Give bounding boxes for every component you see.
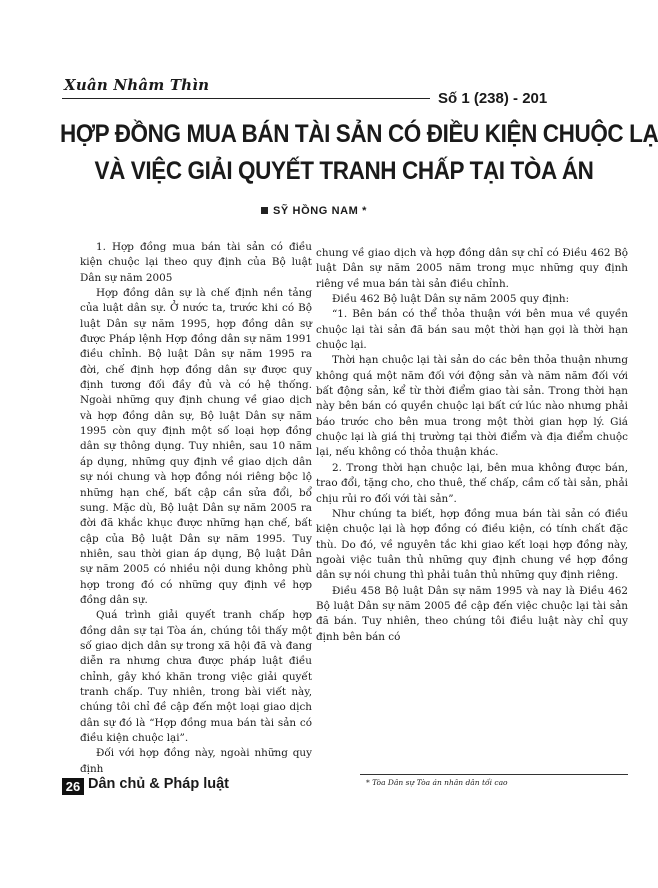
left-column bbox=[80, 240, 312, 775]
article-title bbox=[60, 115, 658, 189]
right-column bbox=[316, 246, 628, 771]
paragraph: Điều 462 Bộ luật Dân sự năm 2005 quy định: bbox=[332, 293, 570, 306]
paragraph: Điều 458 Bộ luật Dân sự năm 1995 và nay là Điều 462 Bộ luật Dân sự năm 2005 đề cập đến việc chuộc lại tài sản đã bán. Tuy nhiên, theo chúng tôi điều luật này chỉ quy định bên bán có bbox=[316, 584, 628, 643]
bullet-square-icon bbox=[261, 207, 268, 214]
paragraph: 1. Hợp đồng mua bán tài sản có điều kiện chuộc lại theo quy định của Bộ luật Dân sự năm 2005 bbox=[80, 241, 312, 284]
paragraph: 2. Trong thời hạn chuộc lại, bên mua không được bán, trao đổi, tặng cho, cho thuê, thế chấp, cầm cố tài sản, phải chịu rủi ro đối với tài sản”. bbox=[316, 461, 628, 505]
issue-season: Xuân Nhâm Thìn bbox=[64, 76, 210, 94]
paragraph: Đối với hợp đồng này, ngoài những quy định bbox=[80, 747, 312, 775]
paragraph: chung về giao dịch và hợp đồng dân sự chỉ có Điều 462 Bộ luật Dân sự năm 2005 năm trong mục những quy định riêng về mua bán tài sản điều chỉnh. bbox=[316, 247, 628, 290]
author-name: SỸ HỒNG NAM * bbox=[273, 205, 367, 217]
footnote: * Tòa Dân sự Tòa án nhân dân tối cao bbox=[366, 778, 508, 787]
paragraph: Thời hạn chuộc lại tài sản do các bên thỏa thuận nhưng không quá một năm đối với động sản và năm năm đối với bất động sản, kể từ thời điểm giao tài sản. Trong thời hạn này bên bán có quyền chuộc lại bất cứ lúc nào nhưng phải báo trước cho bên mua trong một thời gian hợp lý. Giá chuộc lại là giá thị trường tại thời điểm và địa điểm chuộc lại, nếu không có thỏa thuận khác. bbox=[316, 354, 628, 459]
paragraph: Quá trình giải quyết tranh chấp hợp đồng dân sự tại Tòa án, chúng tôi thấy một số giao dịch dân sự trong xã hội đã và đang diễn ra nhưng chưa được pháp luật điều chỉnh, gây khó khăn trong việc giải quyết tranh chấp. Tuy nhiên, trong bài viết này, chúng tôi chỉ đề cập đến một loại giao dịch dân sự đó là “Hợp đồng mua bán tài sản có điều kiện chuộc lại”. bbox=[80, 609, 312, 744]
page-number: 26 bbox=[62, 778, 84, 795]
magazine-name: Dân chủ & Pháp luật bbox=[88, 776, 229, 792]
footnote-rule bbox=[360, 774, 628, 775]
title-line-2: VÀ VIỆC GIẢI QUYẾT TRANH CHẤP TẠI TÒA ÁN bbox=[94, 156, 594, 185]
title-line-1: HỢP ĐỒNG MUA BÁN TÀI SẢN CÓ ĐIỀU KIỆN CHUỘC LẠ bbox=[60, 119, 658, 148]
paragraph: Hợp đồng dân sự là chế định nền tảng của luật dân sự. Ở nước ta, trước khi có Bộ luật Dân sự năm 1995, hợp đồng dân sự được Pháp lệnh Hợp đồng dân sự năm 1991 điều chỉnh. Bộ luật Dân sự năm 1995 ra đời, chế định hợp đồng dân sự được quy định tương đối đầy đủ và có hệ thống. Ngoài những quy định chung về giao dịch và hợp đồng dân sự, Bộ luật Dân sự năm 1995 còn quy định một số loại hợp đồng dân sự thông dụng. Tuy nhiên, sau 10 năm áp dụng, những quy định về giao dịch dân sự nói chung và hợp đồng nói riêng bộc lộ những hạn chế, bất cập cần sửa đổi, bổ sung. Mặc dù, Bộ luật Dân sự năm 2005 ra đời đã khắc khục được những hạn chế, bất cập của Bộ luật Dân sự năm 1995. Tuy nhiên, sau thời gian áp dụng, Bộ luật Dân sự năm 2005 có nhiều nội dung không phù hợp trong đó có những quy định về hợp đồng dân sự. bbox=[80, 287, 312, 606]
paragraph: Như chúng ta biết, hợp đồng mua bán tài sản có điều kiện chuộc lại là hợp đồng có điều kiện, có tính chất đặc thù. Do đó, về nguyên tắc khi giao kết loại hợp đồng này, ngoài việc tuân thủ những quy định chung về hợp đồng dân sự nói chung thì phải tuân thủ những quy định riêng. bbox=[316, 507, 628, 582]
author-byline bbox=[0, 205, 628, 217]
paragraph: “1. Bên bán có thể thỏa thuận với bên mua về quyền chuộc lại tài sản đã bán sau một thời hạn gọi là thời hạn chuộc lại. bbox=[316, 308, 628, 352]
issue-number: Số 1 (238) - 201 bbox=[430, 90, 636, 108]
